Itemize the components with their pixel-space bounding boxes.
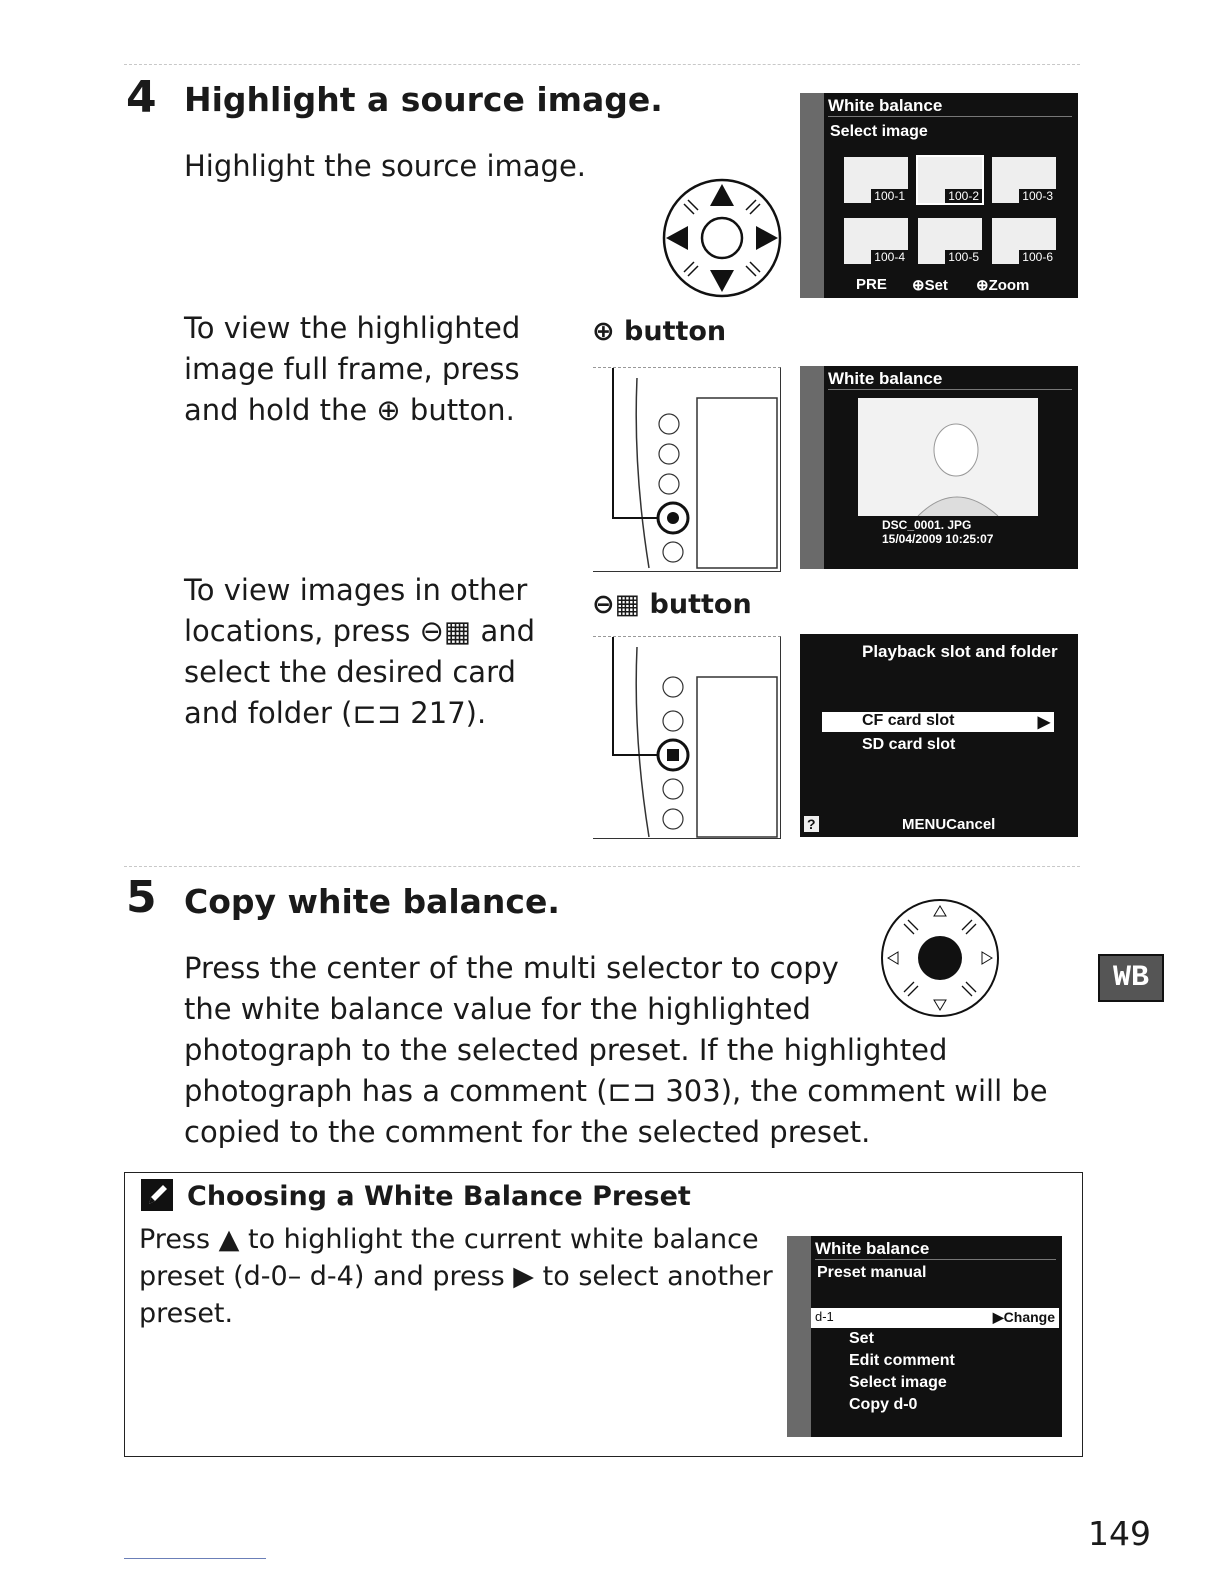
menu-sidebar	[787, 1236, 811, 1437]
text-line: To view the highlighted	[184, 311, 521, 345]
thumbnail	[918, 218, 982, 264]
footer-zoom: ⊕Zoom	[976, 277, 1030, 294]
preview-image	[858, 398, 1038, 516]
footer-cancel: MENUCancel	[902, 816, 996, 833]
menu-header: White balance	[815, 1239, 1056, 1260]
step-4-locations-text	[184, 570, 535, 734]
lcd-preset-manual	[787, 1236, 1062, 1437]
wb-section-tab: WB	[1098, 954, 1164, 1002]
footer-set: ⊕Set	[912, 277, 948, 294]
pencil-note-icon	[141, 1179, 173, 1211]
camera-back-illustration	[593, 367, 781, 572]
note-title: Choosing a White Balance Preset	[187, 1181, 691, 1212]
step-4-title: Highlight a source image.	[184, 80, 663, 119]
text-line: preset (d-0– d-4) and press ▶ to select another	[139, 1261, 773, 1292]
text-line: and hold the ⊕ button.	[184, 393, 515, 427]
thumbnail-label: 100-2	[945, 189, 982, 203]
text-line: photograph has a comment (⊏⊐ 303), the comment will be	[184, 1074, 1048, 1108]
multi-selector-icon	[660, 176, 784, 300]
zoom-button-label: ⊕ button	[592, 316, 727, 347]
menu-header: White balance	[828, 369, 1072, 390]
thumbnail	[844, 157, 908, 203]
file-name: DSC_0001. JPG	[882, 518, 972, 532]
menu-sidebar	[800, 366, 824, 569]
text-line: Press the center of the multi selector to copy	[184, 951, 839, 985]
step-5-title: Copy white balance.	[184, 882, 560, 921]
lcd-full-frame	[800, 366, 1078, 569]
camera-back-illustration	[593, 636, 781, 839]
text-line: To view images in other	[184, 573, 528, 607]
footer-pre: PRE	[856, 276, 887, 293]
text-line: copied to the comment for the selected preset.	[184, 1115, 871, 1149]
lcd-select-image	[800, 93, 1078, 298]
step-4-fullframe-text	[184, 308, 520, 431]
text-line: photograph to the selected preset. If the highlighted	[184, 1033, 948, 1067]
menu-subheader: Select image	[830, 123, 928, 140]
thumbnail	[992, 218, 1056, 264]
text-line: locations, press ⊖▦ and	[184, 614, 536, 648]
option-sd-card-slot: SD card slot	[862, 736, 956, 753]
section-rule-top	[124, 64, 1080, 65]
text-line: preset.	[139, 1298, 234, 1329]
option-label: CF card slot	[862, 712, 955, 729]
thumbnail-label: 100-5	[945, 250, 982, 264]
text-line: the white balance value for the highlighted	[184, 992, 811, 1026]
thumbnail-label: 100-1	[871, 189, 908, 203]
text-line: and folder (⊏⊐ 217).	[184, 696, 487, 730]
page-number: 149	[1088, 1514, 1151, 1553]
section-rule-middle	[124, 866, 1080, 867]
step-5-number: 5	[126, 872, 157, 923]
option-cf-card-slot	[822, 712, 1054, 732]
thumbnail-label: 100-3	[1019, 189, 1056, 203]
file-datetime: 15/04/2009 10:25:07	[882, 532, 994, 546]
step-4-text: Highlight the source image.	[184, 149, 587, 183]
thumbnail-selected	[918, 157, 982, 203]
menu-item: Set	[849, 1330, 874, 1347]
lcd-playback-slot	[800, 634, 1078, 837]
change-label: ▶Change	[992, 1309, 1055, 1325]
arrow-right-icon: ▶	[1037, 714, 1050, 731]
text-line: image full frame, press	[184, 352, 520, 386]
menu-sidebar	[800, 93, 824, 298]
preset-label: d-1	[815, 1309, 834, 1324]
menu-header: Playback slot and folder	[862, 642, 1058, 661]
help-icon: ?	[804, 816, 819, 832]
menu-header: White balance	[828, 96, 1072, 117]
step-5-text	[184, 948, 1048, 1153]
preset-row-highlighted	[811, 1308, 1059, 1328]
thumbnail-label: 100-6	[1019, 250, 1056, 264]
thumbnail	[992, 157, 1056, 203]
menu-item: Edit comment	[849, 1352, 955, 1369]
thumbnail-button-label: ⊖▦ button	[592, 589, 752, 620]
step-4-number: 4	[126, 72, 157, 123]
note-text	[139, 1221, 773, 1332]
menu-item: Select image	[849, 1374, 947, 1391]
footer-rule	[124, 1558, 266, 1559]
menu-subheader: Preset manual	[817, 1264, 927, 1281]
menu-item: Copy d-0	[849, 1396, 918, 1413]
text-line: select the desired card	[184, 655, 516, 689]
thumbnail	[844, 218, 908, 264]
thumbnail-label: 100-4	[871, 250, 908, 264]
text-line: Press ▲ to highlight the current white balance	[139, 1224, 759, 1255]
